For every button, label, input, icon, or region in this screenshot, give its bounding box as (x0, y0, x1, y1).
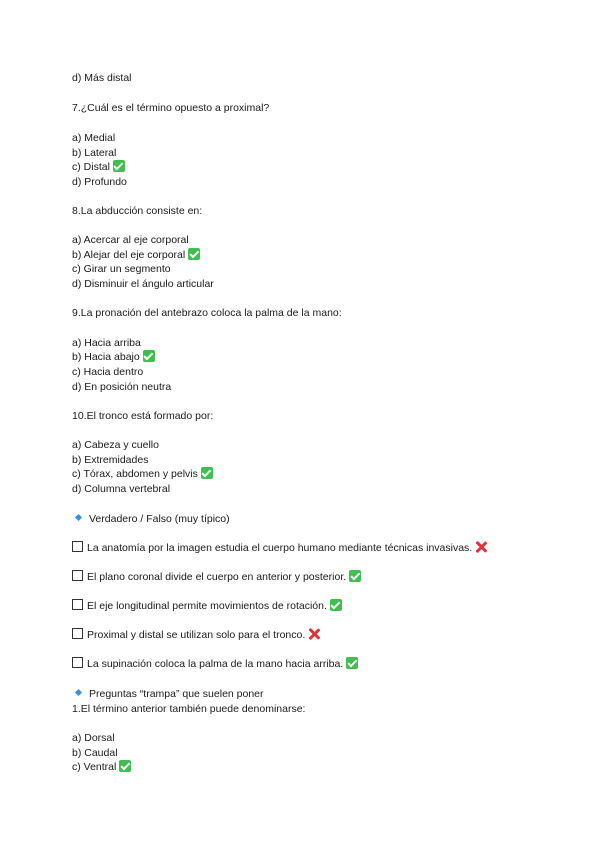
check-mark-icon (349, 570, 361, 582)
answer-option: a) Hacia arriba (72, 337, 141, 349)
answer-text: c) Ventral (72, 761, 117, 773)
answer-option-correct (72, 467, 213, 481)
check-mark-icon (188, 248, 200, 260)
empty-checkbox-icon (72, 570, 83, 581)
true-false-item (72, 599, 342, 613)
answer-option: d) Columna vertebral (72, 483, 171, 495)
check-mark-icon (201, 467, 213, 479)
answer-option: a) Acercar al eje corporal (72, 234, 189, 246)
answer-option: d) Disminuir el ángulo articular (72, 278, 214, 290)
answer-option: d) Profundo (72, 176, 127, 188)
empty-checkbox-icon (72, 657, 83, 668)
answer-option: b) Caudal (72, 747, 118, 759)
empty-checkbox-icon (72, 628, 83, 639)
answer-text: c) Distal (72, 161, 110, 173)
answer-option-correct (72, 350, 155, 364)
section-heading-text: Verdadero / Falso (muy típico) (89, 513, 230, 525)
statement-text: El eje longitudinal permite movimientos de rotación. (87, 600, 327, 612)
blue-diamond-icon (75, 514, 82, 521)
answer-option: d) Más distal (72, 72, 132, 84)
answer-option-correct (72, 760, 131, 774)
cross-mark-icon (475, 541, 487, 553)
answer-option: a) Medial (72, 132, 116, 144)
empty-checkbox-icon (72, 599, 83, 610)
statement-text: El plano coronal divide el cuerpo en anterior y posterior. (87, 571, 347, 583)
question-7: 7.¿Cuál es el término opuesto a proximal? (72, 102, 270, 114)
question-9: 9.La pronación del antebrazo coloca la palma de la mano: (72, 307, 342, 319)
true-false-item (72, 657, 358, 671)
check-mark-icon (346, 657, 358, 669)
check-mark-icon (113, 160, 125, 172)
section-heading-text: Preguntas “trampa” que suelen poner (89, 688, 264, 700)
check-mark-icon (143, 350, 155, 362)
cross-mark-icon (308, 628, 320, 640)
answer-option: a) Cabeza y cuello (72, 439, 159, 451)
answer-option-correct (72, 160, 125, 174)
answer-text: b) Alejar del eje corporal (72, 249, 186, 261)
question-10: 10.El tronco está formado por: (72, 410, 214, 422)
answer-text: c) Tórax, abdomen y pelvis (72, 468, 198, 480)
section-heading-true-false (72, 512, 230, 526)
statement-text: La anatomía por la imagen estudia el cuerpo humano mediante técnicas invasivas. (87, 542, 473, 554)
true-false-item (72, 628, 320, 642)
answer-option: d) En posición neutra (72, 381, 172, 393)
empty-checkbox-icon (72, 541, 83, 552)
statement-text: Proximal y distal se utilizan solo para el tronco. (87, 629, 306, 641)
statement-text: La supinación coloca la palma de la mano hacia arriba. (87, 658, 344, 670)
true-false-item (72, 570, 361, 584)
answer-option: c) Hacia dentro (72, 366, 144, 378)
answer-option: a) Dorsal (72, 732, 115, 744)
check-mark-icon (119, 760, 131, 772)
answer-text: b) Hacia abajo (72, 351, 140, 363)
question-8: 8.La abducción consiste en: (72, 205, 203, 217)
blue-diamond-icon (75, 689, 82, 696)
answer-option: b) Lateral (72, 147, 117, 159)
section-heading-trick-questions (72, 687, 264, 701)
answer-option: b) Extremidades (72, 454, 149, 466)
question-trick-1: 1.El término anterior también puede denominarse: (72, 703, 306, 715)
check-mark-icon (330, 599, 342, 611)
answer-option: c) Girar un segmento (72, 263, 171, 275)
answer-option-correct (72, 248, 200, 262)
true-false-item (72, 541, 487, 555)
